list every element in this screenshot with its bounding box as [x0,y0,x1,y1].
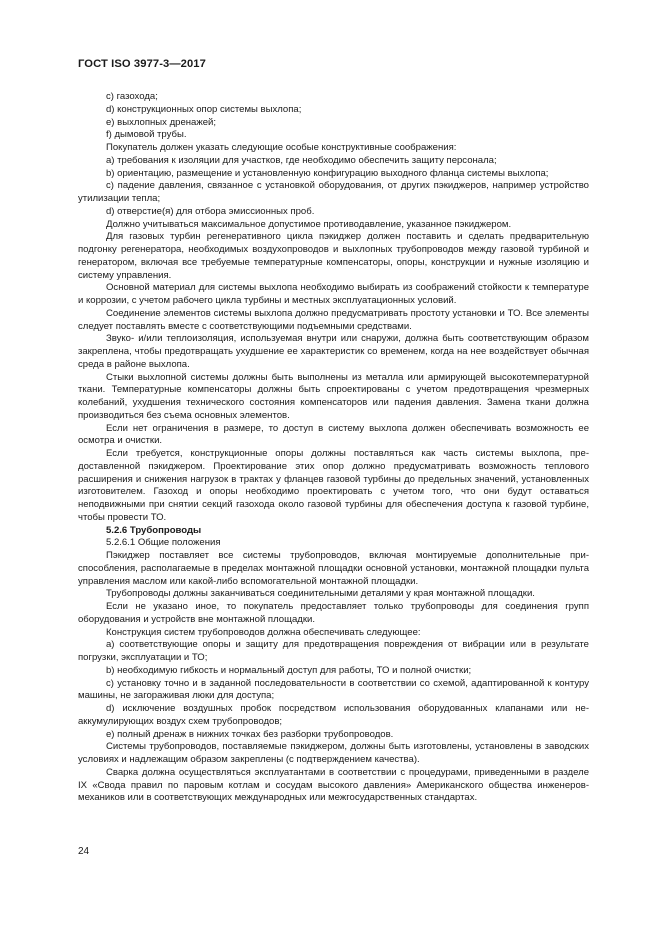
list-item-a: а) требования к изоляции для участков, где необходимо обеспечить защиту персонала; [106,154,497,166]
list-item-a: а) соответствующие опоры и защиту для предотвращения повреждения от вибрации или в результате погрузки, эксплуатации и ТО; [78,639,589,663]
paragraph: Для газовых турбин регенеративного цикла пэкиджер должен поставить и сделать предварительную подгонку регенератора, необходимых воздухопроводов и выхлопных трубопроводов между газовой турбиной и генератором, включая все требуемые температурные компенсаторы, опоры, конструкции и нужные изоляцию и систему управления. [78,231,589,281]
list-item-c: c) установку точно и в заданной последовательности в соответствии со схемой, адаптированной к контуру машины, не загораживая люки для доступа; [78,677,589,702]
paragraph: Основной материал для системы выхлопа необходимо выбирать из соображений стойкости к температуре и коррозии, с учетом рабочего цикла турбины и местных эксплуатационных условий. [78,282,589,306]
paragraph: Стыки выхлопной системы должны быть выполнены из металла или армирующей высокотемпературной ткани. Температурные компенсаторы должны быть спроектированы с учетом предотвращения чрезмерных колебаний, ухудшения технического состояния компенсаторов или падения давления. Замена ткани должна производиться без съема основных элементов. [78,371,589,421]
paragraph: Должно учитываться максимальное допустимое противодавление, указанное пэкиджером. [106,218,512,230]
paragraph: Пэкиджер поставляет все системы трубопроводов, включая монтируемые дополнительные приспособления, располагаемые в пределах монтажной площадки основной установки, монтажной площадки пульта управления маслом или какой-либо вспомогательной монтажной площадки. [78,550,589,587]
list-item-b: b) ориентацию, размещение и установленную конфигурацию выходного фланца системы выхлопа; [106,167,549,179]
list-item-e: e) полный дренаж в нижних точках без разборки трубопроводов. [106,728,394,740]
document-header: ГОСТ ISO 3977-3—2017 [78,58,206,70]
paragraph: Трубопроводы должны заканчиваться соединительными деталями у края монтажной площадки. [106,588,535,600]
paragraph: Соединение элементов системы выхлопа должно предусматривать простоту установки и ТО. Все элементы следует поставлять вместе с соответствующими подъемными средствами. [78,307,589,332]
list-item-e: e) выхлопных дренажей; [106,116,217,128]
list-item-d: d) исключение воздушных пробок посредством использования оборудованных клапанами или неаккумулирующих воздух схем трубопроводов; [78,703,589,727]
paragraph: Если не указано иное, то покупатель предоставляет только трубопроводы для соединения групп оборудования и устройств вне монтажной площадки. [78,601,589,625]
section-heading: 5.2.6 Трубопроводы [106,524,202,536]
paragraph: Если требуется, конструкционные опоры должны поставляться как часть системы выхлопа, предоставленной пэкиджером. Проектирование этих опор должно предусматривать возможность теплового расширения и снижения нагрузок в трактах у фланцев газовой турбины до предельных значений, установленных изготовителем. Газоход и опоры необходимо проектировать с учетом того, что они будут оставаться неподвижными при снятии секций газохода около газовой турбины для обеспечения доступа к газовой турбине, чтобы провести ТО. [78,448,589,523]
list-item-d: d) отверстие(я) для отбора эмиссионных проб. [106,205,315,217]
paragraph: Сварка должна осуществляться эксплуатантами в соответствии с процедурами, приведенными в разделе IX «Свода правил по паровым котлам и сосудам высокого давления» Американского общества инженеров-механиков или в соответствующих международных или межгосударственных стандартах. [78,766,589,804]
paragraph: Системы трубопроводов, поставляемые пэкиджером, должны быть изготовлены, установлены в заводских условиях и надлежащим образом закреплены (с подтверждением качества). [78,741,589,765]
list-item-c: c) газохода; [106,91,158,102]
list-item-b: b) необходимую гибкость и нормальный доступ для работы, ТО и полной очистки; [106,664,472,676]
list-item-d: d) конструкционных опор системы выхлопа; [106,103,302,115]
list-item-f: f) дымовой трубы. [106,129,187,141]
subsection-heading: 5.2.6.1 Общие положения [106,537,221,549]
document-body [78,91,589,805]
list-item-c: c) падение давления, связанное с установкой оборудования, от других пэкиджеров, например устройство утилизации тепла; [78,180,589,204]
paragraph: Конструкция систем трубопроводов должна обеспечивать следующее: [106,626,421,638]
paragraph: Если нет ограничения в размере, то доступ в систему выхлопа должен обеспечивать возможность ее осмотра и очистки. [78,422,589,447]
paragraph: Покупатель должен указать следующие особые конструктивные соображения: [106,142,457,153]
paragraph: Звуко- и/или теплоизоляция, используемая внутри или снаружи, должна быть соответствующим образом закреплена, чтобы предотвращать ухудшение ее характеристик со временем, когда на нее воздействует обычная среда в районе выхлопа. [78,333,589,370]
page-number: 24 [78,846,90,857]
